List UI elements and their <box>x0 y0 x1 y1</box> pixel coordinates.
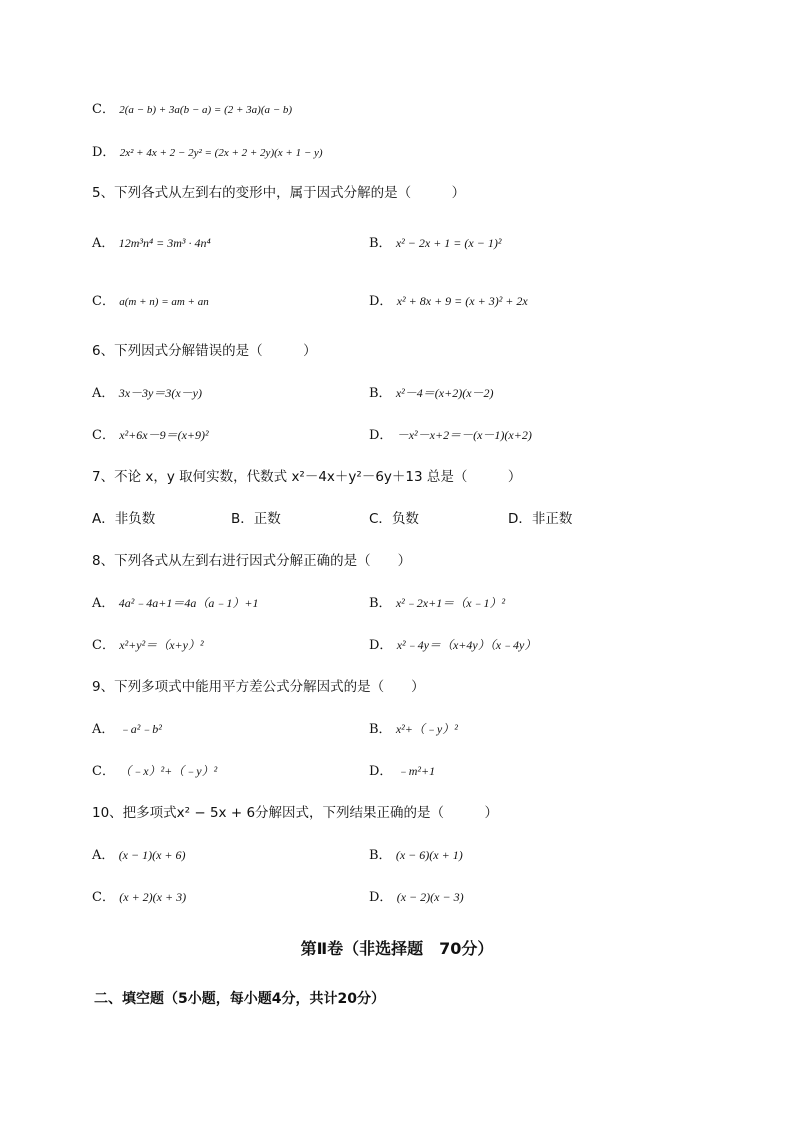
option-letter: B． <box>369 722 392 737</box>
option-expression: a(m + n) = am + an <box>119 296 209 308</box>
q5-option-a <box>92 234 211 253</box>
q9-option-d <box>369 762 435 781</box>
question-9-stem: 9、下列多项式中能用平方差公式分解因式的是（ ） <box>92 679 425 695</box>
q4-option-c <box>92 100 292 119</box>
q6-option-c <box>92 426 209 445</box>
q10-option-a <box>92 846 186 865</box>
q7-option-c <box>369 510 419 528</box>
option-expression: 3x－3y＝3(x－y) <box>118 386 202 400</box>
q7-option-d <box>508 510 572 528</box>
option-expression: 12m³n⁴ = 3m³ · 4n⁴ <box>118 236 211 250</box>
question-10-stem: 10、把多项式x² − 5x + 6分解因式，下列结果正确的是（ ） <box>92 805 499 821</box>
option-expression: x²+（﹣y）² <box>395 722 458 736</box>
option-letter: C． <box>92 294 115 309</box>
option-letter: D． <box>369 638 393 653</box>
option-expression: x²+y²＝（x+y）² <box>119 638 204 652</box>
option-letter: C． <box>92 764 115 779</box>
part-ii-title: 第Ⅱ卷（非选择题 70分） <box>300 939 494 958</box>
option-expression: x² + 8x + 9 = (x + 3)² + 2x <box>396 294 528 308</box>
option-expression: x²﹣4y＝（x+4y）（x﹣4y） <box>396 638 537 652</box>
option-expression: ﹣a²﹣b² <box>118 722 162 736</box>
option-letter: D． <box>369 294 393 309</box>
q8-option-a <box>92 594 258 613</box>
q5-option-c <box>92 292 209 311</box>
option-letter: C． <box>92 428 115 443</box>
q5-option-d <box>369 292 528 311</box>
q5-option-b <box>369 234 501 253</box>
q6-option-a <box>92 384 202 403</box>
option-letter: C． <box>92 890 115 905</box>
option-text: 正数 <box>253 511 281 527</box>
question-8-stem: 8、下列各式从左到右进行因式分解正确的是（ ） <box>92 553 412 569</box>
option-letter: D． <box>92 145 116 160</box>
option-text: 非正数 <box>531 511 573 527</box>
q8-option-d <box>369 636 536 655</box>
question-5-stem: 5、下列各式从左到右的变形中，属于因式分解的是（ ） <box>92 185 466 201</box>
q10-option-d <box>369 888 464 907</box>
option-expression: 2(a − b) + 3a(b − a) = (2 + 3a)(a − b) <box>119 104 293 116</box>
option-letter: D． <box>369 890 393 905</box>
option-letter: C． <box>92 638 115 653</box>
option-expression: （﹣x）²+（﹣y）² <box>119 764 218 778</box>
option-expression: x²﹣2x+1＝（x﹣1）² <box>395 596 506 610</box>
q7-option-b <box>231 510 281 528</box>
option-text: 非负数 <box>114 511 156 527</box>
option-expression: x²－4＝(x+2)(x－2) <box>395 386 494 400</box>
option-expression: x²+6x－9＝(x+9)² <box>119 428 209 442</box>
q9-option-a <box>92 720 162 739</box>
q6-option-b <box>369 384 494 403</box>
option-letter: B． <box>369 236 392 251</box>
option-letter: A． <box>92 722 115 737</box>
option-letter: A． <box>92 511 115 527</box>
question-7-stem: 7、不论 x，y 取何实数，代数式 x²－4x＋y²－6y＋13 总是（ ） <box>92 469 522 485</box>
option-letter: A． <box>92 236 115 251</box>
q8-option-b <box>369 594 505 613</box>
q8-option-c <box>92 636 204 655</box>
q10-option-c <box>92 888 186 907</box>
option-letter: B． <box>369 596 392 611</box>
option-expression: x² − 2x + 1 = (x − 1)² <box>395 236 502 250</box>
option-expression: 2x² + 4x + 2 − 2y² = (2x + 2 + 2y)(x + 1 − y) <box>119 147 323 159</box>
option-expression: (x − 6)(x + 1) <box>395 848 463 862</box>
option-letter: C． <box>92 102 115 117</box>
fill-in-section-heading: 二、填空题（5小题，每小题4分，共计20分） <box>94 991 385 1007</box>
option-letter: D． <box>369 764 393 779</box>
option-expression: 4a²﹣4a+1＝4a（a﹣1）+1 <box>118 596 259 610</box>
option-expression: －x²－x+2＝－(x－1)(x+2) <box>396 428 532 442</box>
q4-option-d <box>92 143 323 162</box>
q7-option-a <box>92 510 155 528</box>
option-letter: D． <box>508 511 532 527</box>
question-6-stem: 6、下列因式分解错误的是（ ） <box>92 343 317 359</box>
option-expression: ﹣m²+1 <box>396 764 436 778</box>
option-letter: C． <box>369 511 392 527</box>
option-letter: D． <box>369 428 393 443</box>
option-expression: (x − 1)(x + 6) <box>118 848 186 862</box>
option-letter: A． <box>92 386 115 401</box>
q9-option-b <box>369 720 458 739</box>
option-letter: A． <box>92 848 115 863</box>
q10-option-b <box>369 846 463 865</box>
option-letter: B． <box>369 848 392 863</box>
q9-option-c <box>92 762 217 781</box>
option-text: 负数 <box>391 511 419 527</box>
option-letter: B． <box>369 386 392 401</box>
option-letter: A． <box>92 596 115 611</box>
option-letter: B． <box>231 511 254 527</box>
option-expression: (x + 2)(x + 3) <box>119 890 187 904</box>
option-expression: (x − 2)(x − 3) <box>396 890 464 904</box>
q6-option-d <box>369 426 532 445</box>
